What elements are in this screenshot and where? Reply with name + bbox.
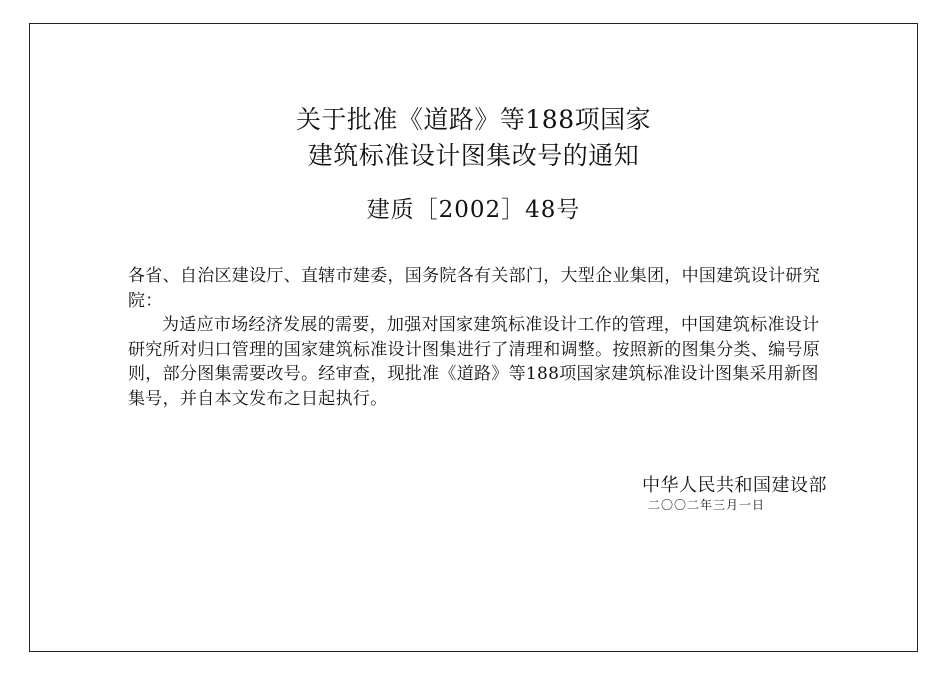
issue-date: 二〇〇二年三月一日	[647, 498, 765, 512]
title-line-2	[30, 138, 917, 173]
document-frame	[29, 23, 918, 652]
addressee: 各省、自治区建设厅、直辖市建委，国务院各有关部门，大型企业集团，中国建筑设计研究院：	[128, 266, 820, 311]
document-number: 建质［2002］48号	[366, 197, 581, 223]
issuing-authority: 中华人民共和国建设部	[642, 475, 827, 496]
body-paragraph: 为适应市场经济发展的需要，加强对国家建筑标准设计工作的管理，中国建筑标准设计研究所对归口管理的国家建筑标准设计图集进行了清理和调整。按照新的图集分类、编号原则，部分图集需要改号。经审查，现批准《道路》等188项国家建筑标准设计图集采用新图集号，并自本文发布之日起执行。	[128, 315, 820, 409]
title-line-1	[30, 102, 917, 137]
notice-title-line-2: 建筑标准设计图集改号的通知	[307, 141, 640, 170]
notice-title-line-1: 关于批准《道路》等188项国家	[295, 105, 652, 134]
